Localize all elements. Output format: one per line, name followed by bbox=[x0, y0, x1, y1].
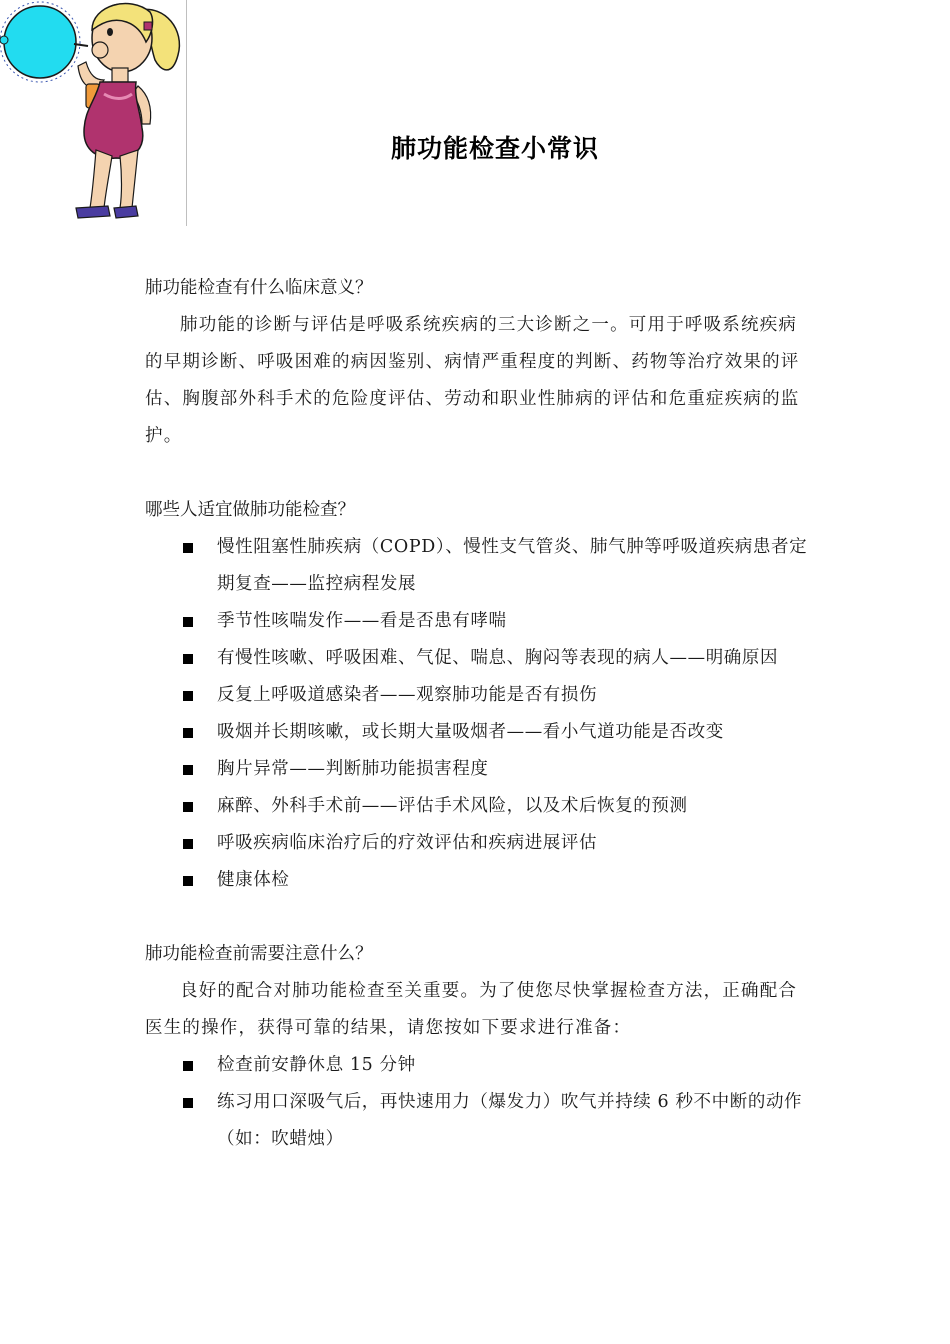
list-item-text: 胸片异常——判断肺功能损害程度 bbox=[217, 759, 489, 779]
section-paragraph-clinical-significance: 肺功能的诊断与评估是呼吸系统疾病的三大诊断之一。可用于呼吸系统疾病的早期诊断、呼吸困难的病因鉴别、病情严重程度的判断、药物等治疗效果的评估、胸腹部外科手术的危险度评估、劳动和职业性肺病的评估和危重症疾病的监护。 bbox=[145, 315, 800, 446]
square-bullet-icon bbox=[183, 765, 193, 775]
square-bullet-icon bbox=[183, 543, 193, 553]
list-item-text: 吸烟并长期咳嗽，或长期大量吸烟者——看小气道功能是否改变 bbox=[217, 722, 724, 742]
square-bullet-icon bbox=[183, 691, 193, 701]
list-item bbox=[145, 677, 810, 714]
list-item-text: 麻醉、外科手术前——评估手术风险，以及术后恢复的预测 bbox=[217, 796, 688, 816]
document-body bbox=[145, 270, 810, 1158]
list-item bbox=[145, 529, 810, 603]
list-item bbox=[145, 603, 810, 640]
section-spacer bbox=[145, 455, 810, 492]
list-item bbox=[145, 751, 810, 788]
precautions-list bbox=[145, 1047, 810, 1158]
list-item-text: 检查前安静休息 15 分钟 bbox=[217, 1055, 416, 1075]
section-heading-clinical-significance: 肺功能检查有什么临床意义？ bbox=[145, 278, 373, 298]
list-item-text: 季节性咳喘发作——看是否患有哮喘 bbox=[217, 611, 507, 631]
list-item-text: 慢性阻塞性肺疾病（COPD）、慢性支气管炎、肺气肿等呼吸道疾病患者定期复查——监控病程发展 bbox=[217, 537, 808, 594]
square-bullet-icon bbox=[183, 1098, 193, 1108]
square-bullet-icon bbox=[183, 839, 193, 849]
list-item-text: 练习用口深吸气后，再快速用力（爆发力）吹气并持续 6 秒不中断的动作（如：吹蜡烛） bbox=[217, 1092, 803, 1149]
section-spacer bbox=[145, 899, 810, 936]
square-bullet-icon bbox=[183, 728, 193, 738]
list-item bbox=[145, 714, 810, 751]
square-bullet-icon bbox=[183, 802, 193, 812]
list-item bbox=[145, 1084, 810, 1158]
section-heading-suitable-people: 哪些人适宜做肺功能检查？ bbox=[145, 500, 355, 520]
square-bullet-icon bbox=[183, 654, 193, 664]
header-divider bbox=[186, 0, 187, 226]
list-item-text: 有慢性咳嗽、呼吸困难、气促、喘息、胸闷等表现的病人——明确原因 bbox=[217, 648, 779, 668]
list-item-text: 反复上呼吸道感染者——观察肺功能是否有损伤 bbox=[217, 685, 598, 705]
list-item bbox=[145, 788, 810, 825]
list-item bbox=[145, 640, 810, 677]
square-bullet-icon bbox=[183, 617, 193, 627]
suitable-people-list bbox=[145, 529, 810, 899]
list-item bbox=[145, 862, 810, 899]
list-item-text: 呼吸疾病临床治疗后的疗效评估和疾病进展评估 bbox=[217, 833, 598, 853]
section-paragraph-precautions: 良好的配合对肺功能检查至关重要。为了使您尽快掌握检查方法，正确配合医生的操作，获得可靠的结果，请您按如下要求进行准备： bbox=[145, 981, 798, 1038]
list-item bbox=[145, 825, 810, 862]
list-item-text: 健康体检 bbox=[217, 870, 290, 890]
square-bullet-icon bbox=[183, 1061, 193, 1071]
page-title: 肺功能检查小常识 bbox=[390, 133, 599, 163]
square-bullet-icon bbox=[183, 876, 193, 886]
section-heading-precautions: 肺功能检查前需要注意什么？ bbox=[145, 944, 373, 964]
girl-blowing-balloon-icon bbox=[0, 0, 190, 230]
list-item bbox=[145, 1047, 810, 1084]
